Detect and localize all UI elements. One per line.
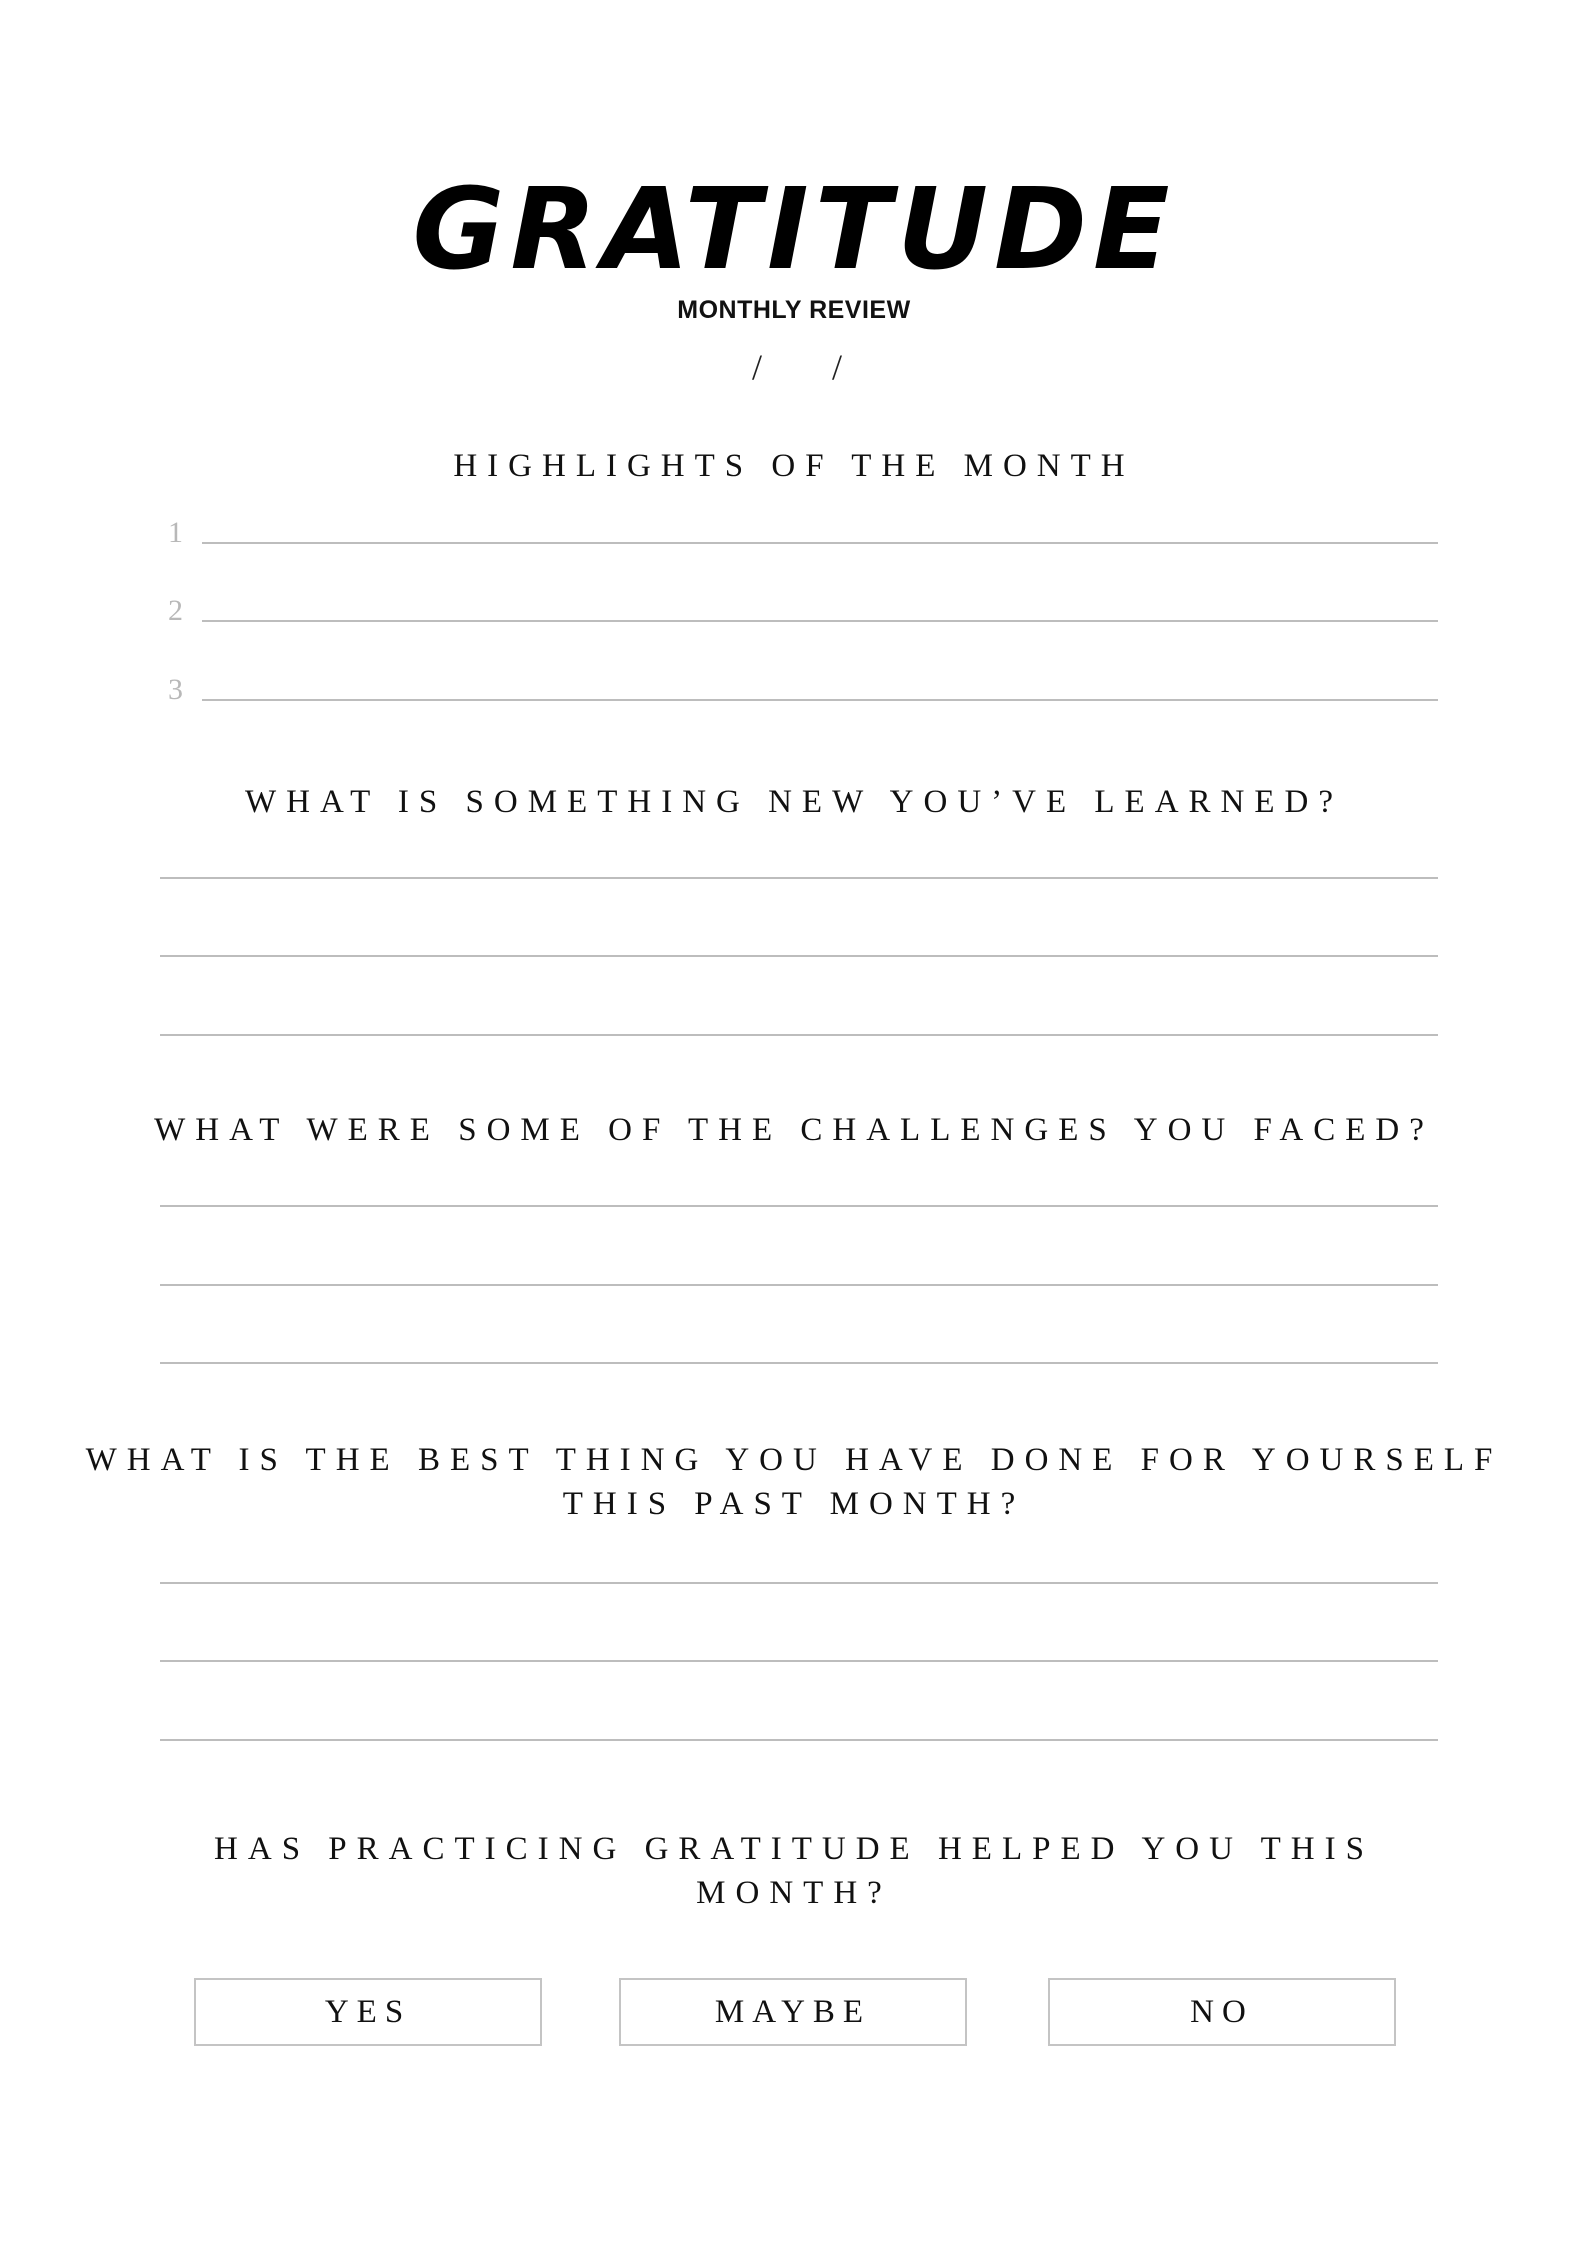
- learned-line-1[interactable]: [160, 877, 1438, 879]
- best-thing-heading-line-2: THIS PAST MONTH?: [562, 1486, 1026, 1522]
- challenges-line-2[interactable]: [160, 1284, 1438, 1286]
- date-separator-1: /: [752, 347, 763, 387]
- gratitude-heading-line-2: MONTH?: [696, 1875, 892, 1911]
- best-thing-line-2[interactable]: [160, 1660, 1438, 1662]
- date-separator-2: /: [832, 347, 843, 387]
- best-thing-line-3[interactable]: [160, 1739, 1438, 1741]
- learned-line-2[interactable]: [160, 955, 1438, 957]
- highlight-number-2: 2: [168, 594, 183, 627]
- page-title: GRATITUDE: [412, 165, 1176, 295]
- learned-heading: WHAT IS SOMETHING NEW YOU’VE LEARNED?: [244, 784, 1344, 820]
- highlight-number-3: 3: [168, 673, 183, 706]
- challenges-heading: WHAT WERE SOME OF THE CHALLENGES YOU FACED?: [154, 1112, 1434, 1148]
- highlight-number-1: 1: [168, 516, 183, 549]
- highlights-heading: HIGHLIGHTS OF THE MONTH: [453, 448, 1135, 484]
- highlight-line-1[interactable]: [202, 542, 1438, 544]
- no-option[interactable]: NO: [1048, 1978, 1396, 2046]
- learned-line-3[interactable]: [160, 1034, 1438, 1036]
- challenges-line-1[interactable]: [160, 1205, 1438, 1207]
- best-thing-line-1[interactable]: [160, 1582, 1438, 1584]
- best-thing-heading-line-1: WHAT IS THE BEST THING YOU HAVE DONE FOR YOURSELF: [85, 1442, 1503, 1478]
- highlight-line-3[interactable]: [202, 699, 1438, 701]
- yes-option[interactable]: YES: [194, 1978, 542, 2046]
- challenges-line-3[interactable]: [160, 1362, 1438, 1364]
- highlight-line-2[interactable]: [202, 620, 1438, 622]
- gratitude-heading-line-1: HAS PRACTICING GRATITUDE HELPED YOU THIS: [214, 1831, 1374, 1867]
- page-subtitle: MONTHLY REVIEW: [677, 296, 911, 324]
- maybe-option[interactable]: MAYBE: [619, 1978, 967, 2046]
